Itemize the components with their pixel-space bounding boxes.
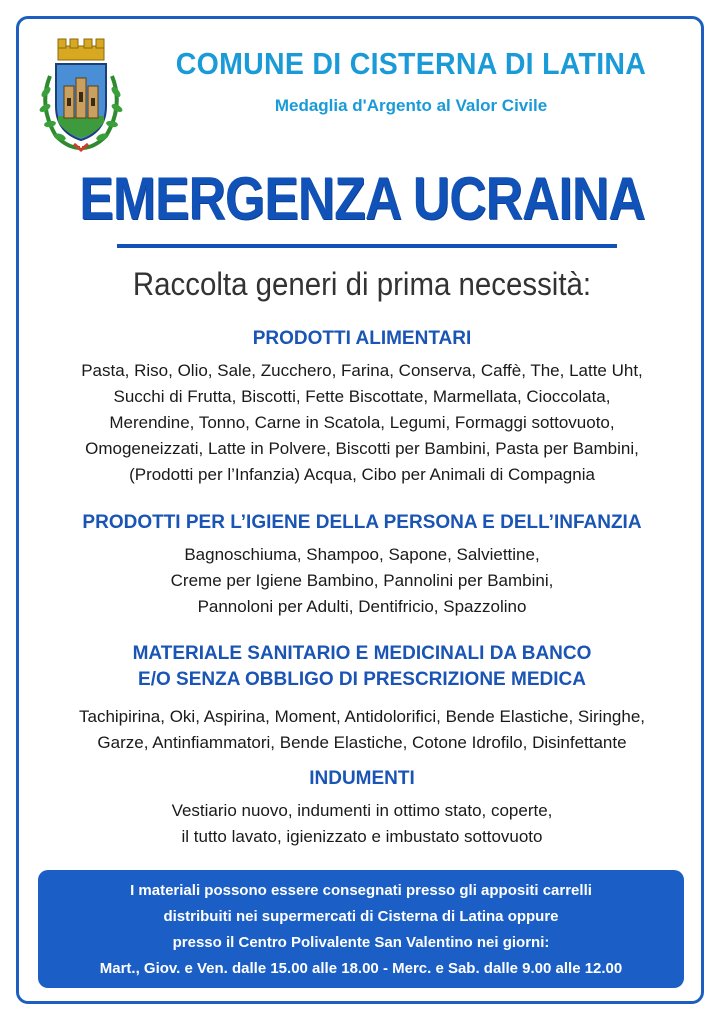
coat-of-arms-icon (36, 36, 126, 154)
info-line: distribuiti nei supermercati di Cisterna di Latina oppure (163, 908, 559, 925)
list-line: Bagnoschiuma, Shampoo, Sapone, Salviettine, (184, 545, 540, 564)
section-body-indumenti (0, 798, 724, 850)
list-line: Omogeneizzati, Latte in Polvere, Biscotti per Bambini, Pasta per Bambini, (85, 439, 639, 458)
section-heading-line: PRODOTTI PER L’IGIENE DELLA PERSONA E DELL’INFANZIA (82, 512, 642, 533)
section-heading-indumenti (0, 768, 724, 790)
section-heading-line: MATERIALE SANITARIO E MEDICINALI DA BANCO (132, 643, 592, 664)
medaglia-subtitle: Medaglia d'Argento al Valor Civile (274, 96, 548, 115)
info-line: I materiali possono essere consegnati presso gli appositi carrelli (130, 882, 592, 899)
header (36, 36, 686, 156)
list-line: Pannoloni per Adulti, Dentifricio, Spazzolino (197, 597, 527, 616)
page-subtitle: Raccolta generi di prima necessità: (132, 266, 592, 302)
info-line: presso il Centro Polivalente San Valentino nei giorni: (172, 934, 550, 951)
section-body-sanitario (0, 704, 724, 756)
title-underline (117, 244, 617, 248)
section-heading-line: INDUMENTI (309, 768, 415, 789)
list-line: Creme per Igiene Bambino, Pannolini per Bambini, (170, 571, 554, 590)
section-body-igiene (0, 542, 724, 620)
comune-name: COMUNE DI CISTERNA DI LATINA (175, 46, 647, 81)
list-line: il tutto lavato, igienizzato e imbustato sottovuoto (181, 827, 543, 846)
list-line: Tachipirina, Oki, Aspirina, Moment, Antidolorifici, Bende Elastiche, Siringhe, (79, 707, 645, 726)
info-line: Mart., Giov. e Ven. dalle 15.00 alle 18.00 - Merc. e Sab. dalle 9.00 alle 12.00 (99, 960, 623, 977)
section-heading-line: E/O SENZA OBBLIGO DI PRESCRIZIONE MEDICA (138, 669, 586, 690)
list-line: Merendine, Tonno, Carne in Scatola, Legumi, Formaggi sottovuoto, (109, 413, 615, 432)
list-line: (Prodotti per l’Infanzia) Acqua, Cibo per Animali di Compagnia (129, 465, 595, 484)
section-heading-igiene (0, 512, 724, 534)
page-title: EMERGENZA UCRAINA (79, 165, 645, 232)
list-line: Succhi di Frutta, Biscotti, Fette Biscottate, Marmellata, Cioccolata, (113, 387, 611, 406)
section-heading-alimentari (0, 328, 724, 350)
list-line: Pasta, Riso, Olio, Sale, Zucchero, Farina, Conserva, Caffè, The, Latte Uht, (81, 361, 643, 380)
list-line: Vestiario nuovo, indumenti in ottimo stato, coperte, (171, 801, 553, 820)
delivery-info-box (38, 870, 684, 988)
section-body-alimentari (0, 358, 724, 488)
list-line: Garze, Antinfiammatori, Bende Elastiche, Cotone Idrofilo, Disinfettante (97, 733, 627, 752)
section-heading-line: PRODOTTI ALIMENTARI (252, 328, 472, 349)
section-heading-sanitario (0, 641, 724, 693)
